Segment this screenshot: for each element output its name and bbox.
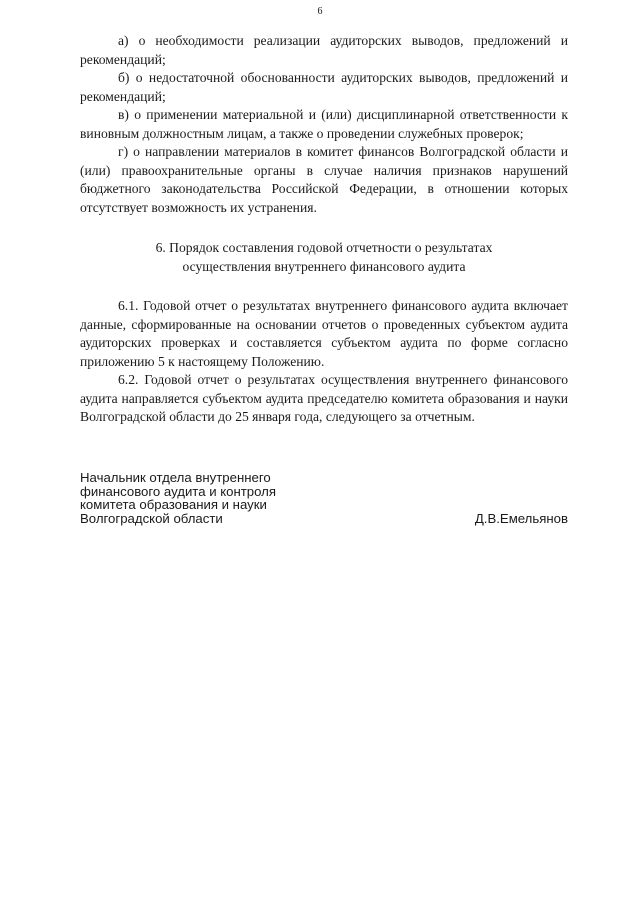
section-heading-line-1: 6. Порядок составления годовой отчетности о результатах xyxy=(155,240,493,255)
signature-position-line-4: Волгоградской области xyxy=(80,510,223,526)
signature-position-line-2: финансового аудита и контроля xyxy=(80,483,277,499)
signature-last-row xyxy=(80,512,568,526)
paragraph-6-2: 6.2. Годовой отчет о результатах осуществления внутреннего финансового аудита направляется субъектом аудита председателю комитета образования и науки Волгоградской области до 25 января года, следующего за отчетным. xyxy=(80,372,568,424)
spacer xyxy=(80,276,568,297)
signatory-name: Д.В.Емельянов xyxy=(474,510,568,526)
section-heading xyxy=(80,239,568,276)
section-heading-line-2: осуществления внутреннего финансового аудита xyxy=(182,258,466,274)
paragraph-g: г) о направлении материалов в комитет финансов Волгоградской области и (или) правоохранительные органы в случае наличия признаков нарушений бюджетного законодательства Российской Федерации, в отношении которых отсутствует возможность их устранения. xyxy=(80,144,568,215)
paragraph-v: в) о применении материальной и (или) дисциплинарной ответственности к виновным должностным лицам, а также о проведении служебных проверок; xyxy=(80,107,568,141)
paragraph-b: б) о недостаточной обоснованности аудиторских выводов, предложений и рекомендаций; xyxy=(80,70,568,104)
signature-block xyxy=(80,471,568,525)
paragraph-a: а) о необходимости реализации аудиторских выводов, предложений и рекомендаций; xyxy=(80,33,568,67)
document-body xyxy=(80,32,568,427)
signature-position-line-3: комитета образования и науки xyxy=(80,497,267,513)
paragraph-6-1: 6.1. Годовой отчет о результатах внутреннего финансового аудита включает данные, сформированные на основании отчетов о проведенных субъектом аудита аудиторских проверках и составляется субъектом аудита по форме согласно приложению 5 к настоящему Положению. xyxy=(80,298,568,369)
page-number: 6 xyxy=(317,6,323,17)
signature-position-line-1: Начальник отдела внутреннего xyxy=(80,470,271,485)
